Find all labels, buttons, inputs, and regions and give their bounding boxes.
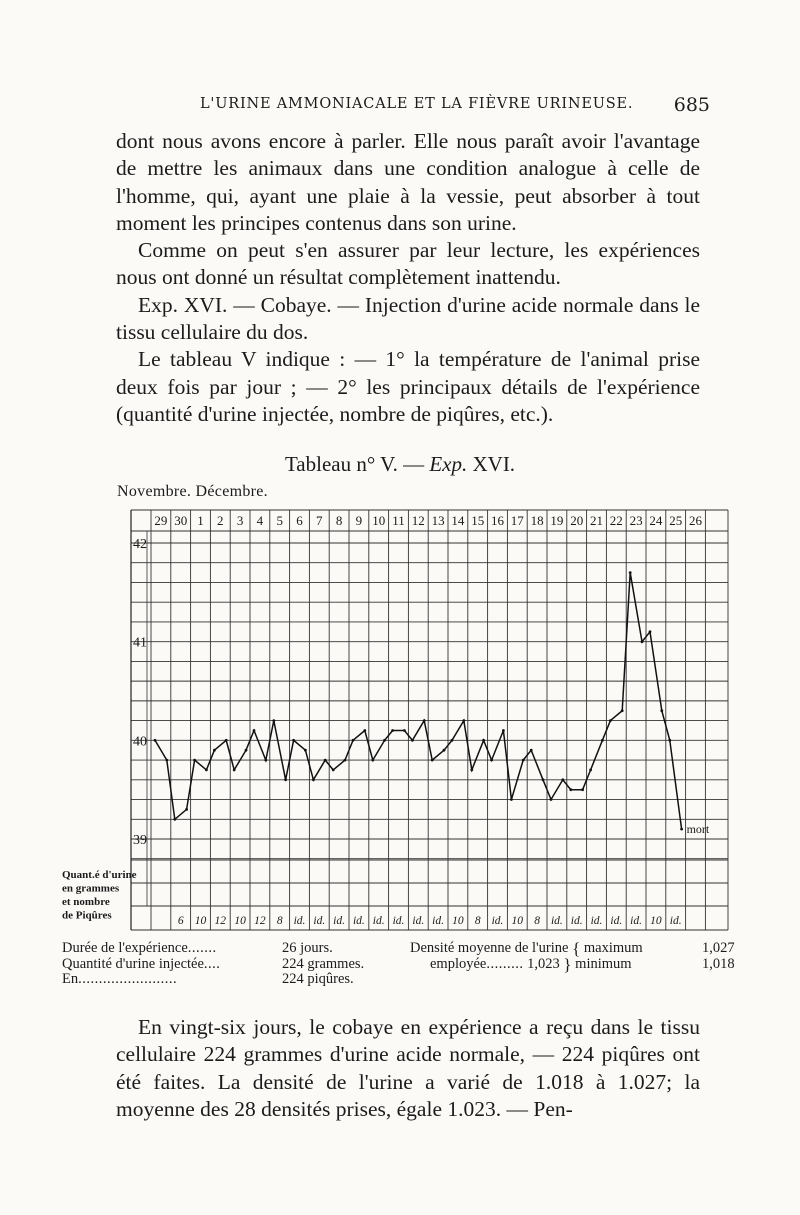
x-tick-label: 9 (355, 513, 363, 528)
temperature-point (304, 749, 307, 752)
legend-leader: ....... (187, 940, 217, 956)
quantity-value: id. (412, 915, 425, 927)
quantity-value: id. (313, 915, 326, 927)
y-tick-label: 40 (133, 734, 147, 750)
temperature-point (403, 729, 406, 732)
temperature-point (193, 759, 196, 762)
page-number: 685 (673, 94, 710, 116)
running-title: L'URINE AMMONIACALE ET LA FIÈVRE URINEUSE. (200, 96, 634, 112)
temperature-point (589, 769, 592, 772)
quantity-value: id. (293, 915, 306, 927)
legend-row-duration (62, 941, 312, 957)
x-tick-label: 10 (372, 513, 386, 528)
table-title-prefix: Tableau n° V. — (284, 452, 430, 476)
quantity-value: id. (610, 915, 623, 927)
temperature-point (233, 769, 236, 772)
temperature-point (431, 759, 434, 762)
quantity-value: id. (392, 915, 405, 927)
x-tick-label: 23 (629, 513, 643, 528)
x-tick-label: 6 (296, 513, 303, 528)
temperature-point (253, 729, 256, 732)
x-tick-label: 1 (197, 513, 204, 528)
x-tick-label: 16 (491, 513, 504, 528)
density-line-2 (410, 954, 750, 974)
legend-value: 26 jours. (282, 940, 333, 956)
temperature-point (451, 739, 454, 742)
temperature-point (601, 739, 604, 742)
intro-paragraph-2: Comme on peut s'en assurer par leur lecture, les expériences nous ont donné un résultat complètement inattendu. (116, 238, 700, 290)
quantity-value: id. (372, 915, 385, 927)
closing-paragraph: En vingt-six jours, le cobaye en expérience a reçu dans le tissu cellulaire 224 grammes d'urine acide normale, — 224 piqûres ont été faites. La densité de l'urine a varié de 1.018 à 1.027; la moyenne des 28 densités prises, égale 1.023. — Pen- (116, 1015, 700, 1121)
x-tick-label: 13 (431, 513, 445, 528)
legend-value: 224 grammes. (282, 955, 365, 972)
x-tick-label: 22 (609, 513, 623, 528)
table-title-italic: Exp. (429, 452, 468, 476)
x-tick-label: 18 (530, 513, 544, 528)
quantity-value: id. (630, 915, 643, 927)
temperature-point (569, 788, 572, 791)
temperature-point (411, 739, 414, 742)
legend-value: 224 piqûres. (282, 971, 354, 987)
temperature-point (205, 769, 208, 772)
density-label: Densité moyenne de l'urine (410, 940, 569, 956)
temperature-point (173, 818, 176, 821)
temperature-point (225, 739, 228, 742)
y-tick-label: 42 (133, 537, 147, 552)
temperature-point (680, 828, 683, 831)
density-min-label: minimum (575, 955, 632, 972)
table-title-suffix: XVI. (467, 452, 516, 476)
temperature-point (185, 808, 188, 811)
density-mean-value: 1,023 (527, 955, 560, 972)
temperature-point (581, 788, 584, 791)
legend-labels (62, 941, 312, 988)
temperature-point (490, 759, 493, 762)
x-tick-label: 26 (689, 513, 702, 528)
legend-leader: ........................ (78, 971, 178, 987)
quantity-row-label: en grammes (62, 882, 120, 895)
temperature-point (363, 729, 366, 732)
quantity-value: id. (432, 915, 445, 927)
temperature-point (371, 759, 374, 762)
temperature-point (550, 798, 553, 801)
x-tick-label: 12 (411, 513, 425, 528)
quantity-value: 6 (177, 915, 184, 927)
legend-row-quantity (62, 957, 312, 973)
quantity-value: 12 (254, 915, 266, 927)
temperature-point (668, 739, 671, 742)
brace-mark: } (563, 954, 572, 974)
quantity-value: id. (669, 915, 682, 927)
temperature-point (165, 759, 168, 762)
temperature-point (344, 759, 347, 762)
temperature-point (462, 719, 465, 722)
temperature-point (609, 719, 612, 722)
intro-paragraph-3: Exp. XVI. — Cobaye. — Injection d'urine acide normale dans le tissu cellulaire du dos. (116, 292, 700, 345)
month-labels: Novembre. Décembre. (117, 483, 268, 500)
temperature-point (154, 739, 157, 742)
quantity-value: id. (352, 915, 365, 927)
density-line-1 (410, 941, 750, 957)
brace-mark: { (572, 939, 581, 958)
x-tick-label: 3 (236, 513, 244, 528)
temperature-point (510, 798, 513, 801)
temperature-point (629, 571, 632, 574)
x-tick-label: 21 (590, 513, 603, 528)
x-tick-label: 30 (174, 513, 188, 528)
temperature-point (284, 778, 287, 781)
temperature-point (502, 729, 505, 732)
y-tick-label: 39 (133, 833, 147, 848)
temperature-point (561, 778, 564, 781)
quantity-value: id. (570, 915, 583, 927)
quantity-value: 8 (534, 915, 540, 927)
temperature-point (660, 709, 663, 712)
quantity-row-label: de Piqûres (62, 909, 112, 922)
closing-text (116, 1014, 700, 1123)
density-leader: ......... (486, 955, 524, 972)
quantity-value: 10 (234, 915, 246, 927)
temperature-point (530, 749, 533, 752)
quantity-row-label: et nombre (62, 896, 110, 908)
legend-row-injections (62, 972, 312, 988)
x-tick-label: 15 (471, 513, 485, 528)
temperature-point (482, 739, 485, 742)
quantity-value: 10 (511, 915, 524, 927)
x-tick-label: 11 (392, 513, 405, 528)
legend-label: Durée de l'expérience (62, 940, 188, 956)
x-tick-label: 24 (649, 513, 663, 528)
quantity-value: id. (333, 915, 346, 927)
temperature-point (245, 749, 248, 752)
temperature-point (292, 739, 295, 742)
death-annotation: mort (686, 822, 710, 837)
temperature-point (352, 739, 355, 742)
legend-leader: .... (203, 955, 221, 972)
x-tick-label: 7 (316, 513, 323, 528)
quantity-value: 12 (214, 915, 227, 927)
quantity-value: id. (491, 915, 504, 927)
temperature-point (649, 630, 652, 633)
x-tick-label: 4 (256, 513, 264, 528)
quantity-value: id. (550, 915, 563, 927)
x-tick-label: 25 (669, 513, 683, 528)
temperature-point (264, 759, 267, 762)
density-min-value: 1,018 (702, 955, 735, 972)
x-tick-label: 20 (570, 513, 584, 528)
density-employed-label: employée (430, 955, 487, 972)
temperature-point (542, 778, 545, 781)
intro-paragraph-1: dont nous avons encore à parler. Elle nous paraît avoir l'avantage de mettre les animaux dans une condition analogue à celle de l'homme, qui, ayant une plaie à la vessie, peut absorber à tout moment les principes contenus dans son urine. (116, 129, 700, 235)
quantity-value: 8 (474, 915, 481, 927)
quantity-row-label: Quant.é d'urine (62, 869, 137, 881)
temperature-point (470, 769, 473, 772)
temperature-point (391, 729, 394, 732)
quantity-value: id. (590, 915, 603, 927)
x-tick-label: 2 (217, 513, 224, 528)
temperature-point (621, 709, 624, 712)
temperature-point (213, 749, 216, 752)
temperature-point (443, 749, 446, 752)
density-max-label: maximum (583, 940, 643, 956)
density-max-value: 1,027 (702, 940, 735, 956)
quantity-value: 8 (276, 915, 283, 927)
y-tick-label: 41 (133, 635, 147, 651)
x-tick-label: 8 (335, 513, 343, 528)
quantity-value: 10 (194, 915, 207, 927)
temperature-point (332, 769, 335, 772)
temperature-point (272, 719, 275, 722)
x-tick-label: 14 (451, 513, 465, 528)
temperature-point (641, 640, 644, 643)
temperature-point (383, 739, 386, 742)
x-tick-label: 5 (276, 513, 283, 528)
quantity-value: 10 (452, 915, 464, 927)
x-tick-label: 19 (550, 513, 564, 528)
legend-density (410, 941, 750, 972)
x-tick-label: 29 (154, 513, 168, 528)
intro-paragraph-4: Le tableau V indique : — 1° la température de l'animal prise deux fois par jour ; — 2° les principaux détails de l'expérience (quantité d'urine injectée, nombre de piqûres, etc.). (116, 347, 700, 426)
temperature-point (324, 759, 327, 762)
quantity-value: 10 (650, 915, 662, 927)
legend-label: Quantité d'urine injectée (62, 955, 204, 972)
temperature-point (312, 778, 315, 781)
x-tick-label: 17 (510, 513, 524, 528)
temperature-point (423, 719, 426, 722)
legend-label: En (62, 971, 79, 987)
temperature-point (522, 759, 525, 762)
